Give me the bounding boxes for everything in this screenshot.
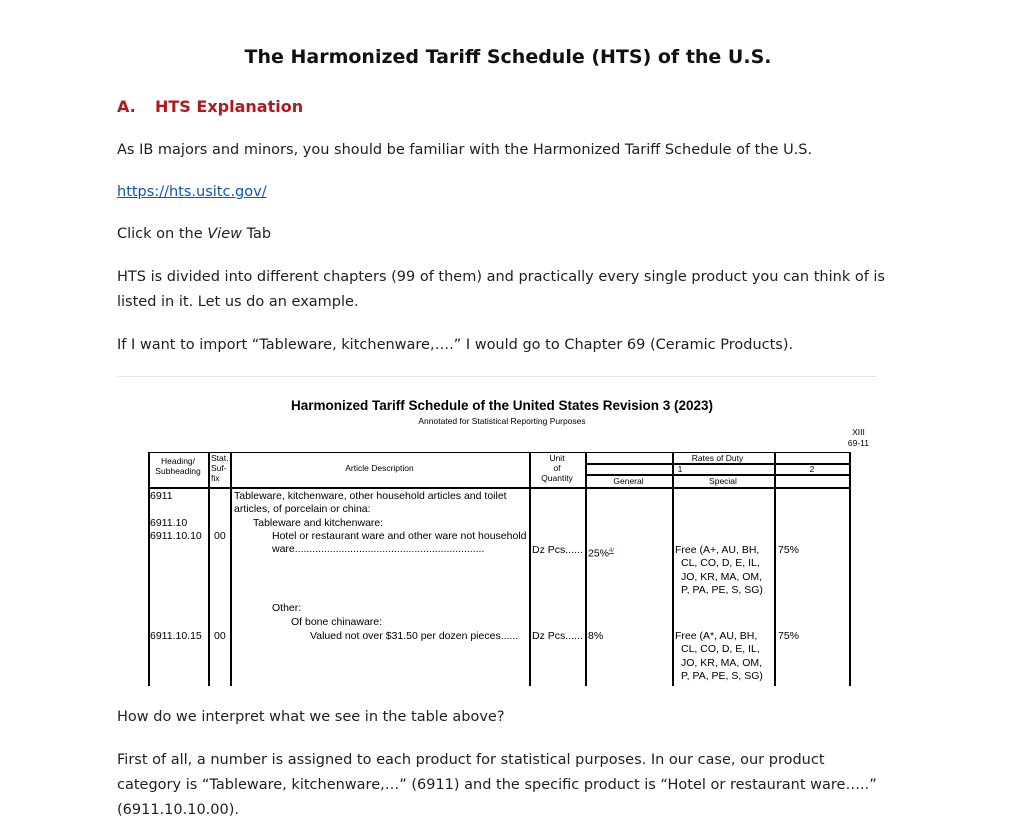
section-heading <box>117 97 303 116</box>
row-69111010-footnote[interactable]: 4/ <box>609 548 615 554</box>
header-unit-line1: Unit <box>549 453 565 463</box>
section-heading-text: HTS Explanation <box>155 97 304 116</box>
hts-table <box>148 452 851 686</box>
row-69111010-heading: 6911.10.10 <box>150 530 202 542</box>
header-article: Article Description <box>345 463 414 473</box>
paragraph-explanation <box>117 748 907 823</box>
row-691110-desc: Tableware and kitchenware: <box>253 517 384 529</box>
header-stat-line1: Stat. <box>211 453 229 463</box>
row-69111015-heading: 6911.10.15 <box>150 630 202 642</box>
header-special: Special <box>709 476 737 486</box>
paragraph-intro: As IB majors and minors, you should be familiar with the Harmonized Tariff Schedule of the U.S. <box>117 142 813 158</box>
hts-figure-subtitle: Annotated for Statistical Reporting Purposes <box>418 416 586 426</box>
hts-page-section: XIII <box>852 427 865 437</box>
paragraph-chapters-line1: HTS is divided into different chapters (99 of them) and practically every single product you can think of is <box>117 269 885 285</box>
header-heading-line1: Heading/ <box>160 456 196 466</box>
row-69111015-desc: Valued not over $31.50 per dozen pieces...... <box>310 630 519 642</box>
row-69111010-special-line4: P, PA, PE, S, SG) <box>681 584 763 597</box>
row-69111010-desc-line1: Hotel or restaurant ware and other ware not household <box>272 530 527 542</box>
row-69111015-unit: Dz Pcs...... <box>532 630 583 642</box>
paragraph-question: How do we interpret what we see in the table above? <box>117 709 505 725</box>
row-69111015-general: 8% <box>588 630 604 642</box>
paragraph-chapters <box>117 265 907 315</box>
paragraph-example: If I want to import “Tableware, kitchenware,….” I would go to Chapter 69 (Ceramic Products). <box>117 337 794 353</box>
header-stat-suffix <box>209 453 232 483</box>
header-col1: 1 <box>677 464 683 474</box>
page-title: The Harmonized Tariff Schedule (HTS) of the U.S. <box>244 46 772 68</box>
header-unit <box>529 453 585 483</box>
row-69111015-col2: 75% <box>778 630 800 642</box>
row-69111010-general <box>588 545 614 561</box>
paragraph-explanation-line3: (6911.10.10.00). <box>117 802 240 818</box>
header-bottom-line <box>148 487 850 489</box>
row-bone-china-desc: Of bone chinaware: <box>291 616 383 628</box>
hts-link[interactable]: https://hts.usitc.gov/ <box>117 184 267 200</box>
hts-link-line <box>117 180 907 205</box>
header-heading <box>148 456 208 476</box>
row-69111015-suffix: 00 <box>214 630 226 642</box>
header-col2: 2 <box>809 464 815 474</box>
row-69111010-general-rate: 25% <box>588 547 610 560</box>
row-69111010-desc-line2: ware................................................................. <box>272 543 485 555</box>
hts-table-figure <box>117 380 877 685</box>
view-tab-post: Tab <box>241 226 272 242</box>
hts-page-number: 69-11 <box>847 438 869 448</box>
row-6911-desc-line1: Tableware, kitchenware, other household articles and toilet <box>234 490 507 502</box>
paragraph-explanation-line1: First of all, a number is assigned to each product for statistical purposes. In our case, our product <box>117 752 825 768</box>
row-69111010-unit: Dz Pcs...... <box>532 544 583 556</box>
header-unit-line2: of <box>553 463 561 473</box>
row-other-desc: Other: <box>272 602 302 614</box>
view-tab-emphasis: View <box>207 226 242 242</box>
image-top-border <box>117 376 877 377</box>
header-rates-of-duty: Rates of Duty <box>691 453 744 463</box>
row-69111015-special-line2: CL, CO, D, E, IL, <box>681 643 760 656</box>
row-6911-heading: 6911 <box>150 490 173 502</box>
view-tab-pre: Click on the <box>117 226 208 242</box>
header-stat-line2: Suf- <box>211 463 227 473</box>
row-69111015-special-line4: P, PA, PE, S, SG) <box>681 670 763 683</box>
row-69111010-special-line1: Free (A+, AU, BH, <box>675 544 760 556</box>
header-stat-line3: fix <box>211 473 220 483</box>
row-69111015-special-line1: Free (A*, AU, BH, <box>675 630 758 642</box>
row-69111015-special <box>675 630 763 684</box>
section-letter: A. <box>117 97 136 116</box>
hts-figure-title: Harmonized Tariff Schedule of the United States Revision 3 (2023) <box>290 398 714 413</box>
row-69111010-special-line2: CL, CO, D, E, IL, <box>681 557 760 570</box>
paragraph-explanation-line2: category is “Tableware, kitchenware,…” (6911) and the specific product is “Hotel or restaurant ware…..” <box>117 777 877 793</box>
header-unit-line3: Quantity <box>541 473 573 483</box>
row-6911-desc-line2: articles, of porcelain or china: <box>234 503 371 515</box>
row-69111010-special <box>675 544 763 598</box>
header-general: General <box>613 476 644 486</box>
row-691110-heading: 6911.10 <box>150 517 188 529</box>
hts-page-reference <box>848 427 869 449</box>
paragraph-view-tab <box>117 222 907 247</box>
row-69111015-special-line3: JO, KR, MA, OM, <box>681 656 763 669</box>
row-69111010-special-line3: JO, KR, MA, OM, <box>681 570 763 583</box>
row-69111010-col2: 75% <box>778 544 800 556</box>
header-heading-line2: Subheading <box>155 466 201 476</box>
row-69111010-suffix: 00 <box>214 530 226 542</box>
paragraph-chapters-line2: listed in it. Let us do an example. <box>117 294 359 310</box>
